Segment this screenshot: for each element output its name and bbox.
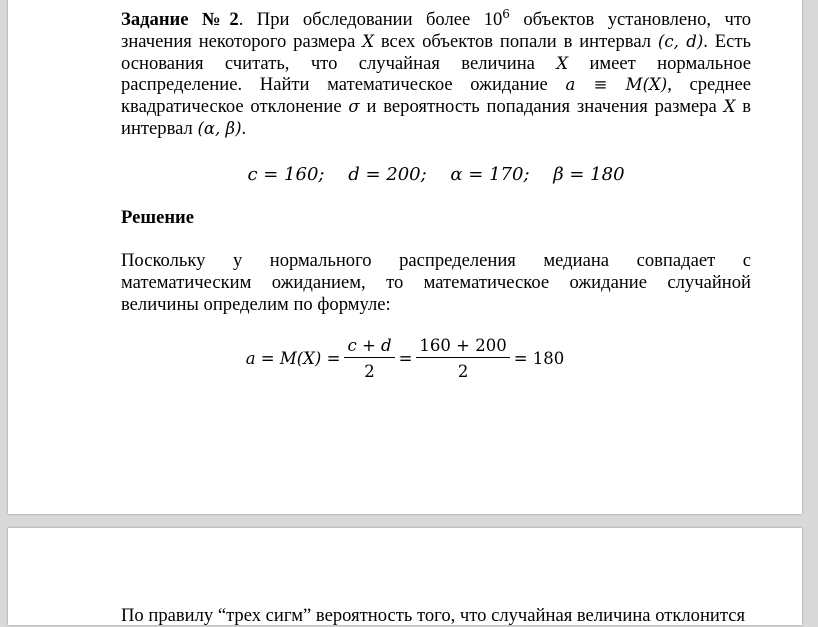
- task-line-5: квадратическое отклонение σ и вероятность попадания значения размера X в: [121, 96, 751, 118]
- formula-equals: =: [398, 348, 413, 368]
- given-c: c = 160;: [247, 164, 325, 185]
- solution-heading: Решение: [121, 207, 194, 228]
- task-line-4: распределение. Найти математическое ожидание a ≡ M(X), среднее: [121, 74, 751, 96]
- fraction-c-plus-d: $\frac{c + d}{2}$: [344, 336, 394, 381]
- task-statement: [121, 9, 751, 140]
- document-page-2: [8, 528, 802, 625]
- task-line-3: основания считать, что случайная величина X имеет нормальное: [121, 52, 751, 74]
- formula-lhs: a = M(X) =: [245, 348, 341, 368]
- formula-result: = 180: [513, 348, 565, 368]
- solution-paragraph: Поскольку у нормального распределения медиана совпадает с математическим ожиданием, то математическое ожидание случайной величины определим по формуле:: [121, 250, 751, 315]
- document-page-1: [8, 0, 802, 514]
- task-line-6: интервал (α, β).: [121, 117, 247, 139]
- page2-text-line: По правилу “трех сигм” вероятность того, что случайная величина отклонится: [121, 605, 746, 626]
- given-d: d = 200;: [348, 164, 427, 185]
- given-alpha: α = 170;: [450, 164, 530, 185]
- mean-formula: [8, 330, 802, 386]
- given-values: [121, 164, 751, 185]
- task-label: Задание №2: [121, 9, 239, 30]
- task-line-1: Задание №2. При обследовании более $10^6$ объектов установлено, что: [121, 7, 752, 30]
- given-beta: β = 180: [553, 164, 625, 185]
- task-line-2: значения некоторого размера X всех объектов попали в интервал (c, d). Есть: [121, 30, 752, 52]
- fraction-numeric: $\frac{160 + 200}{2}$: [416, 336, 509, 381]
